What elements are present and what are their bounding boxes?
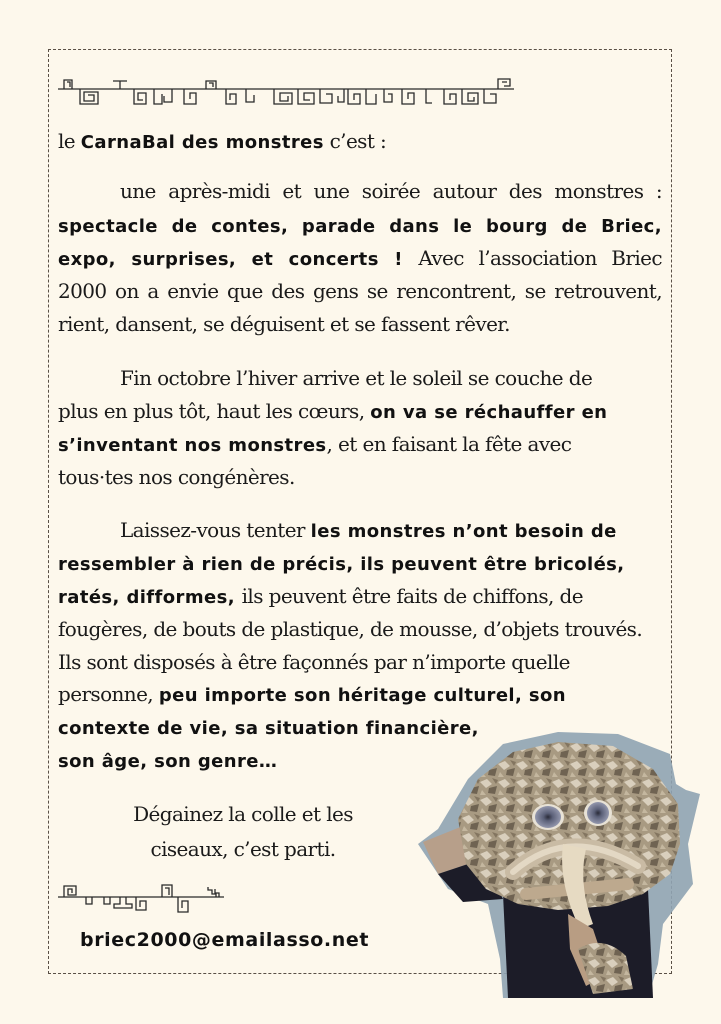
p3-line-7: contexte de vie, sa situation financière, xyxy=(58,718,479,739)
p2-line-2: plus en plus tôt, haut les cœurs, on va se réchauffer en xyxy=(58,399,608,423)
intro-prefix: le xyxy=(58,129,81,153)
p3-line-8: son âge, son genre… xyxy=(58,751,278,772)
p3-line-2: ressembler à rien de précis, ils peuvent être bricolés, xyxy=(58,554,625,575)
closing-line-1: Dégainez la colle et les xyxy=(133,802,353,826)
p3-line-3: ratés, difformes, ils peuvent être faits de chiffons, de xyxy=(58,584,583,608)
greek-key-frieze-top-icon xyxy=(58,76,518,106)
p1-line-1: une après-midi et une soirée autour des monstres : xyxy=(120,179,662,203)
p1-line-2: spectacle de contes, parade dans le bourg de Briec, xyxy=(58,216,662,237)
p3-line-4: fougères, de bouts de plastique, de mousse, d’objets trouvés. xyxy=(58,617,643,641)
p3-line-1: Laissez-vous tenter les monstres n’ont besoin de xyxy=(120,518,617,542)
intro-suffix: c’est : xyxy=(323,129,387,153)
p1-line-3: expo, surprises, et concerts ! Avec l’association Briec xyxy=(58,246,662,270)
closing-line-2: ciseaux, c’est parti. xyxy=(150,837,336,861)
intro-line xyxy=(58,128,386,156)
greek-key-frieze-bottom-icon xyxy=(58,882,228,914)
p1-line-5: rient, dansent, se déguisent et se fassent rêver. xyxy=(58,312,510,336)
p2-line-1: Fin octobre l’hiver arrive et le soleil se couche de xyxy=(120,366,593,390)
p2-line-3: s’inventant nos monstres, et en faisant la fête avec xyxy=(58,432,572,456)
p3-line-5: Ils sont disposés à être façonnés par n’importe quelle xyxy=(58,650,570,674)
monster-mask-photo xyxy=(408,724,708,998)
p1-line-4: 2000 on a envie que des gens se rencontrent, se retrouvent, xyxy=(58,279,662,303)
p2-line-4: tous·tes nos congénères. xyxy=(58,465,295,489)
p3-line-6: personne, peu importe son héritage culturel, son xyxy=(58,682,567,706)
contact-email[interactable]: briec2000@emailasso.net xyxy=(80,929,370,951)
event-title: CarnaBal des monstres xyxy=(80,132,324,153)
